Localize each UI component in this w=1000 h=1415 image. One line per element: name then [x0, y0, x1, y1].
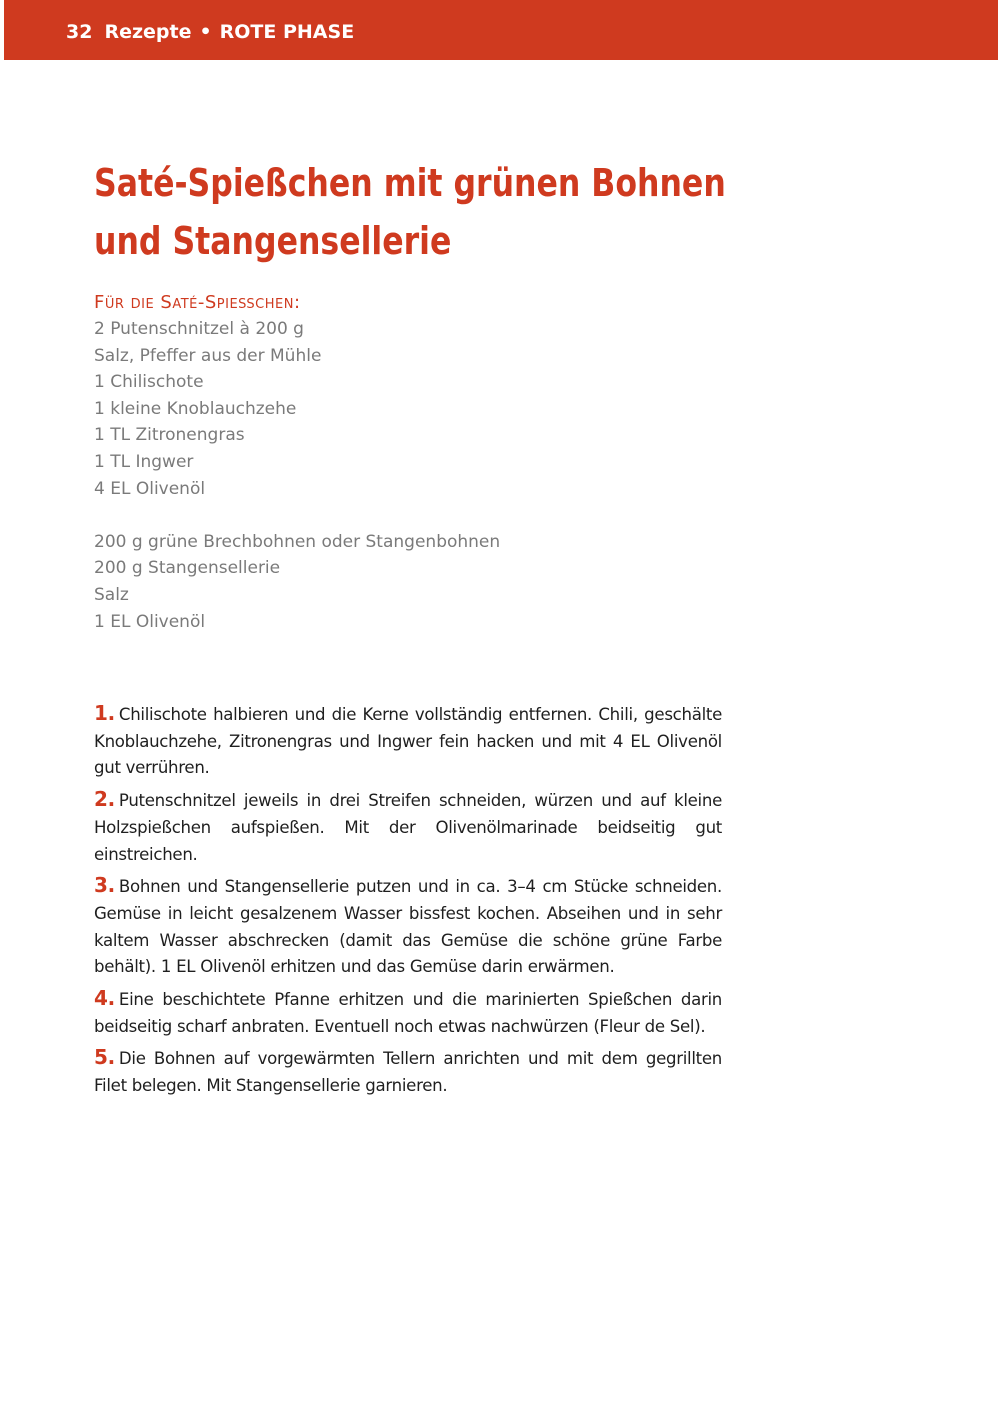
ingredients-list-main — [94, 316, 694, 502]
step-text: Die Bohnen auf vorgewärmten Tellern anrichten und mit dem gegrillten Filet belegen. Mit Stangensellerie garnieren. — [94, 1049, 722, 1096]
step-5 — [94, 1044, 722, 1099]
recipe-title-line-1: Saté-Spießchen mit grünen Bohnen — [94, 161, 726, 205]
phase-label: ROTE PHASE — [219, 21, 355, 43]
ingredients-list-side — [94, 529, 694, 635]
recipe-title-line-2: und Stangensellerie — [94, 219, 452, 263]
section-label: Rezepte — [104, 21, 192, 43]
step-text: Eine beschichtete Pfanne erhitzen und die marinierten Spießchen darin beidseitig scharf anbraten. Eventuell noch etwas nachwürzen (Fleur de Sel). — [94, 990, 722, 1036]
ingredient-item: 1 TL Zitronengras — [94, 425, 245, 446]
preparation-steps — [94, 700, 722, 1104]
step-number: 5. — [94, 1045, 115, 1070]
ingredients-heading: Für die Saté-Spießchen: — [94, 292, 301, 313]
step-number: 4. — [94, 986, 115, 1011]
step-text: Bohnen und Stangensellerie putzen und in ca. 3–4 cm Stücke schneiden. Gemüse in leicht gesalzenem Wasser bissfest kochen. Abseihen und in sehr kaltem Wasser abschrecken (damit das Gemüse die schöne grüne Farbe behält). 1 EL Olivenöl erhitzen und das Gemüse darin erwärmen. — [94, 877, 722, 977]
ingredient-item: Salz — [94, 584, 129, 605]
step-text: Putenschnitzel jeweils in drei Streifen schneiden, würzen und auf kleine Holzspießchen aufspießen. Mit der Olivenölmarinade beidseitig gut einstreichen. — [94, 791, 722, 864]
step-3 — [94, 872, 722, 981]
running-header — [66, 18, 354, 46]
step-number: 1. — [94, 701, 115, 725]
ingredient-item: 200 g Stangensellerie — [94, 558, 281, 579]
ingredients-spacer — [94, 502, 694, 529]
page-number: 32 — [66, 21, 93, 43]
header-bar — [4, 0, 998, 60]
ingredient-item: 1 kleine Knoblauchzehe — [94, 398, 297, 419]
step-number: 2. — [94, 787, 115, 812]
ingredient-item: 1 EL Olivenöl — [94, 611, 206, 632]
ingredient-item: 1 Chilischote — [94, 372, 204, 393]
ingredient-item: 1 TL Ingwer — [94, 451, 194, 472]
ingredient-item: Salz, Pfeffer aus der Mühle — [94, 345, 322, 366]
ingredients-section — [94, 290, 694, 635]
step-1 — [94, 700, 722, 782]
recipe-title — [94, 154, 726, 270]
step-text: Chilischote halbieren und die Kerne vollständig entfernen. Chili, geschälte Knoblauchzehe, Zitronengras und Ingwer fein hacken und mit 4 EL Olivenöl gut verrühren. — [94, 705, 722, 778]
ingredient-item: 4 EL Olivenöl — [94, 478, 206, 499]
header-separator: • — [199, 21, 212, 43]
step-2 — [94, 786, 722, 868]
step-4 — [94, 985, 722, 1040]
step-number: 3. — [94, 873, 115, 898]
ingredient-item: 200 g grüne Brechbohnen oder Stangenbohnen — [94, 531, 501, 552]
ingredient-item: 2 Putenschnitzel à 200 g — [94, 319, 304, 339]
